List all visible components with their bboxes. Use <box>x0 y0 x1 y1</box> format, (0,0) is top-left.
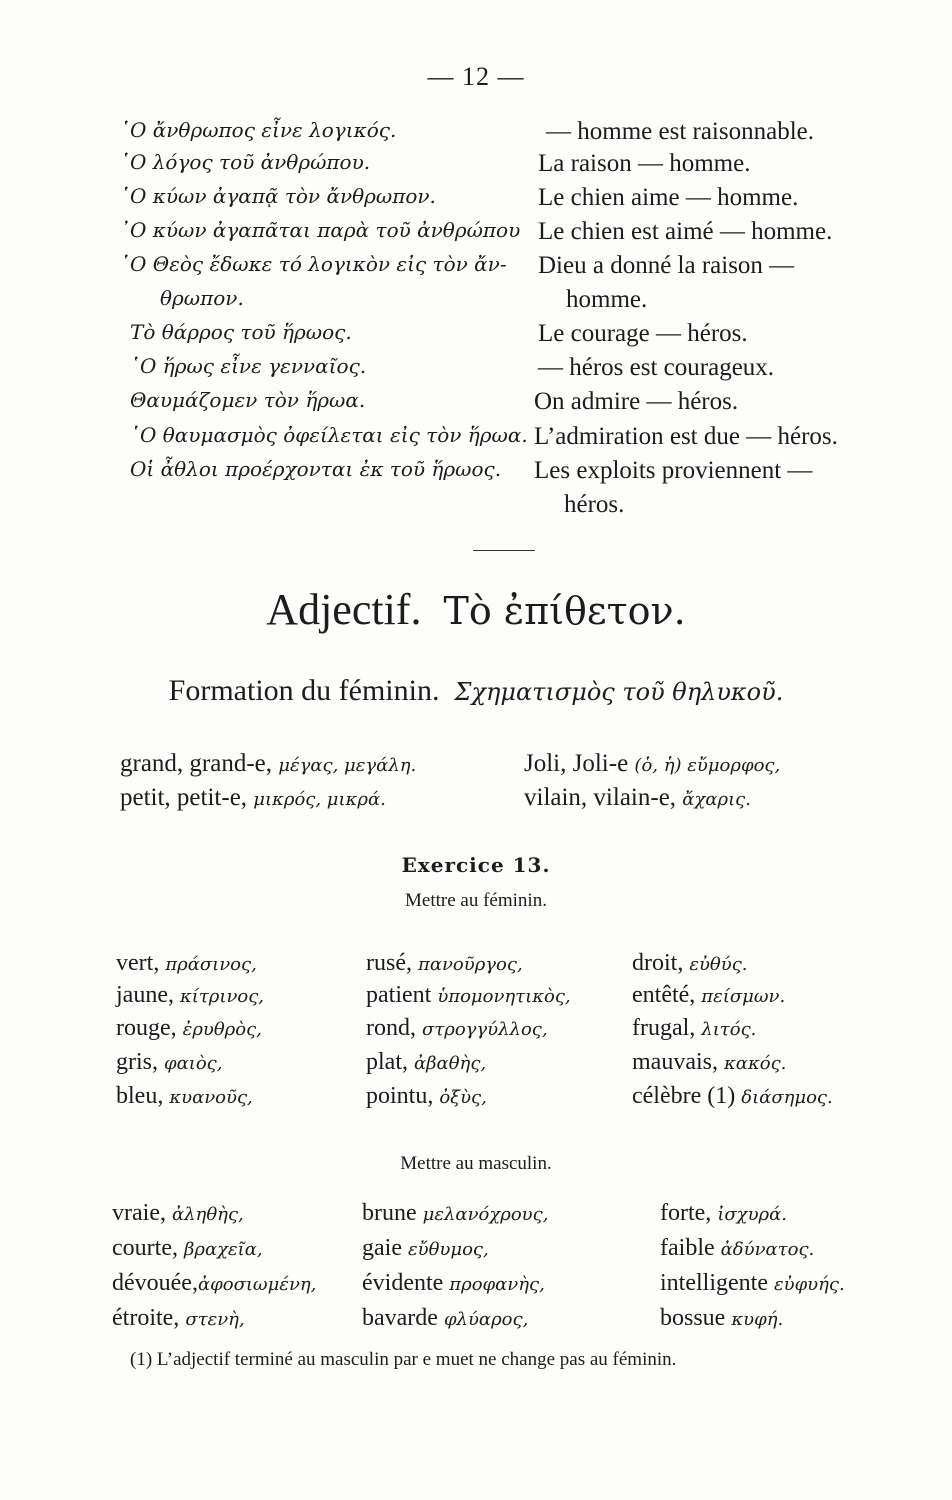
word-french: dévouée, <box>112 1270 198 1296</box>
french-sentence: L’admiration est due — héros. <box>534 423 838 450</box>
word-greek: εὐφυής. <box>773 1274 845 1295</box>
subsection-title-greek: Σχηματισμὸς τοῦ θηλυκοῦ. <box>454 678 784 706</box>
example-item <box>524 784 751 812</box>
word-french: faible <box>660 1235 715 1261</box>
word-item <box>116 1083 253 1110</box>
section-title-french: Adjectif. <box>266 585 422 634</box>
greek-sentence: ῾Ο ἄνθρωπος εἶνε λογικός. <box>120 118 397 142</box>
section-title-greek: Τὸ ἐπίθετον. <box>443 589 686 633</box>
word-french: bavarde <box>362 1305 438 1331</box>
french-sentence: Dieu a donné la raison — <box>538 252 795 279</box>
section-title <box>0 584 952 635</box>
word-french: célèbre (1) <box>632 1083 736 1109</box>
example-greek: μικρός, μικρά. <box>253 789 386 810</box>
word-french: courte, <box>112 1235 178 1261</box>
greek-sentence: θρωπον. <box>160 286 244 310</box>
french-sentence: La raison — homme. <box>538 150 751 177</box>
word-item <box>366 950 523 977</box>
instruction-masculine: Mettre au masculin. <box>400 1153 552 1174</box>
french-sentence: héros. <box>564 491 625 518</box>
word-item <box>362 1305 528 1332</box>
word-item <box>632 982 785 1009</box>
word-greek: φλύαρος, <box>443 1309 529 1330</box>
french-sentence: — homme est raisonnable. <box>546 118 814 145</box>
word-greek: ἐρυθρὸς, <box>182 1019 262 1040</box>
word-greek: κίτρινος, <box>179 986 265 1007</box>
french-sentence: On admire — héros. <box>534 388 739 415</box>
word-item <box>362 1235 489 1262</box>
word-item <box>112 1270 316 1297</box>
word-item <box>116 982 264 1009</box>
french-sentence: Le courage — héros. <box>538 320 748 347</box>
word-item <box>632 950 748 977</box>
word-french: patient <box>366 982 432 1008</box>
word-french: vert, <box>116 950 160 976</box>
word-greek: ἀφοσιωμένη, <box>197 1274 317 1295</box>
exercise-title: Exercice 13. <box>401 853 551 877</box>
word-french: rusé, <box>366 950 412 976</box>
word-french: frugal, <box>632 1015 696 1041</box>
word-item <box>660 1305 783 1332</box>
section-divider <box>473 550 535 551</box>
word-greek: πράσινος, <box>165 954 257 975</box>
word-item <box>112 1305 245 1332</box>
word-greek: κακός. <box>723 1053 787 1074</box>
word-french: rouge, <box>116 1015 177 1041</box>
word-item <box>116 950 257 977</box>
word-french: brune <box>362 1200 417 1226</box>
instruction-feminine: Mettre au féminin. <box>405 890 547 911</box>
word-greek: εὐθύς. <box>689 954 748 975</box>
word-greek: κυφή. <box>731 1309 784 1330</box>
greek-sentence: ῾Ο λόγος τοῦ ἀνθρώπου. <box>120 150 371 174</box>
word-french: étroite, <box>112 1305 180 1331</box>
word-french: rond, <box>366 1015 416 1041</box>
word-french: bleu, <box>116 1083 164 1109</box>
word-greek: ἰσχυρά. <box>717 1204 787 1225</box>
word-greek: λιτός. <box>701 1019 757 1040</box>
word-greek: ὑπομονητικὸς, <box>437 986 571 1007</box>
word-item <box>632 1049 786 1076</box>
word-french: gris, <box>116 1049 158 1075</box>
word-french: droit, <box>632 950 684 976</box>
greek-sentence: ῾Ο ἥρως εἶνε γενναῖος. <box>130 354 367 378</box>
word-greek: προφανὴς, <box>449 1274 545 1295</box>
example-french: vilain, vilain-e, <box>524 784 677 811</box>
page-number: — 12 — <box>427 62 525 91</box>
french-sentence: Les exploits proviennent — <box>534 457 813 484</box>
word-greek: στρογγύλλος, <box>422 1019 548 1040</box>
word-item <box>362 1270 545 1297</box>
french-sentence: — héros est courageux. <box>538 354 775 381</box>
word-item <box>112 1200 244 1227</box>
subsection-title-french: Formation du féminin. <box>168 674 440 707</box>
example-item <box>120 750 416 778</box>
french-sentence: Le chien est aimé — homme. <box>538 218 833 245</box>
word-greek: ἀβαθὴς, <box>414 1053 487 1074</box>
french-sentence: Le chien aime — homme. <box>538 184 799 211</box>
word-greek: ὀξὺς, <box>439 1087 487 1108</box>
word-greek: εὔθυμος, <box>407 1239 489 1260</box>
word-greek: φαιὸς, <box>164 1053 223 1074</box>
example-french: grand, grand-e, <box>120 750 273 777</box>
word-greek: μελανόχρους, <box>422 1204 549 1225</box>
word-french: plat, <box>366 1049 408 1075</box>
word-item <box>116 1049 222 1076</box>
word-item <box>660 1235 814 1262</box>
word-item <box>362 1200 548 1227</box>
word-item <box>366 1015 548 1042</box>
word-item <box>366 1083 487 1110</box>
word-greek: πανοῦργος, <box>417 954 523 975</box>
word-item <box>660 1270 845 1297</box>
word-french: intelligente <box>660 1270 768 1296</box>
word-item <box>366 982 571 1009</box>
word-item <box>116 1015 262 1042</box>
word-item <box>660 1200 787 1227</box>
word-french: bossue <box>660 1305 726 1331</box>
word-french: entêté, <box>632 982 696 1008</box>
word-greek: κυανοῦς, <box>169 1087 253 1108</box>
word-french: vraie, <box>112 1200 166 1226</box>
word-item <box>112 1235 263 1262</box>
greek-sentence: Τὸ θάρρος τοῦ ἥρωος. <box>130 320 352 344</box>
word-greek: βραχεῖα, <box>183 1239 263 1260</box>
greek-sentence: Θαυμάζομεν τὸν ἥρωα. <box>130 388 366 412</box>
word-item <box>366 1049 486 1076</box>
greek-sentence: ῾Ο θαυμασμὸς ὀφείλεται εἰς τὸν ἥρωα. <box>130 423 528 447</box>
word-french: jaune, <box>116 982 174 1008</box>
french-sentence: homme. <box>566 286 648 313</box>
word-french: gaie <box>362 1235 402 1261</box>
word-greek: πείσμων. <box>701 986 786 1007</box>
word-greek: ἀδύνατος. <box>720 1239 815 1260</box>
example-greek: μέγας, μεγάλη. <box>278 755 417 776</box>
footnote: (1) L’adjectif terminé au masculin par e muet ne change pas au féminin. <box>130 1349 677 1370</box>
greek-sentence: ῾Ο κύων ἀγαπᾷ τὸν ἄνθρωπον. <box>120 184 436 208</box>
example-item <box>120 784 386 812</box>
word-french: évidente <box>362 1270 444 1296</box>
example-french: Joli, Joli-e <box>524 750 629 777</box>
word-greek: διάσημος. <box>741 1087 833 1108</box>
subsection-title <box>0 674 952 708</box>
greek-sentence: ῾Ο Θεὸς ἔδωκε τό λογικὸν εἰς τὸν ἄν- <box>120 252 507 276</box>
example-greek: (ὁ, ἡ) εὔμορφος, <box>634 755 781 776</box>
word-item <box>632 1083 833 1110</box>
word-item <box>632 1015 756 1042</box>
greek-sentence: ᾿Ο κύων ἀγαπᾶται παρὰ τοῦ ἀνθρώπου <box>120 218 521 242</box>
word-greek: ἀληθὴς, <box>171 1204 244 1225</box>
example-greek: ἄχαρις. <box>682 789 751 810</box>
example-french: petit, petit-e, <box>120 784 248 811</box>
word-french: pointu, <box>366 1083 434 1109</box>
word-french: forte, <box>660 1200 712 1226</box>
greek-sentence: Οἱ ἆθλοι προέρχονται ἐκ τοῦ ἥρωος. <box>130 457 502 481</box>
example-item <box>524 750 780 778</box>
word-greek: στενὴ, <box>185 1309 245 1330</box>
word-french: mauvais, <box>632 1049 718 1075</box>
